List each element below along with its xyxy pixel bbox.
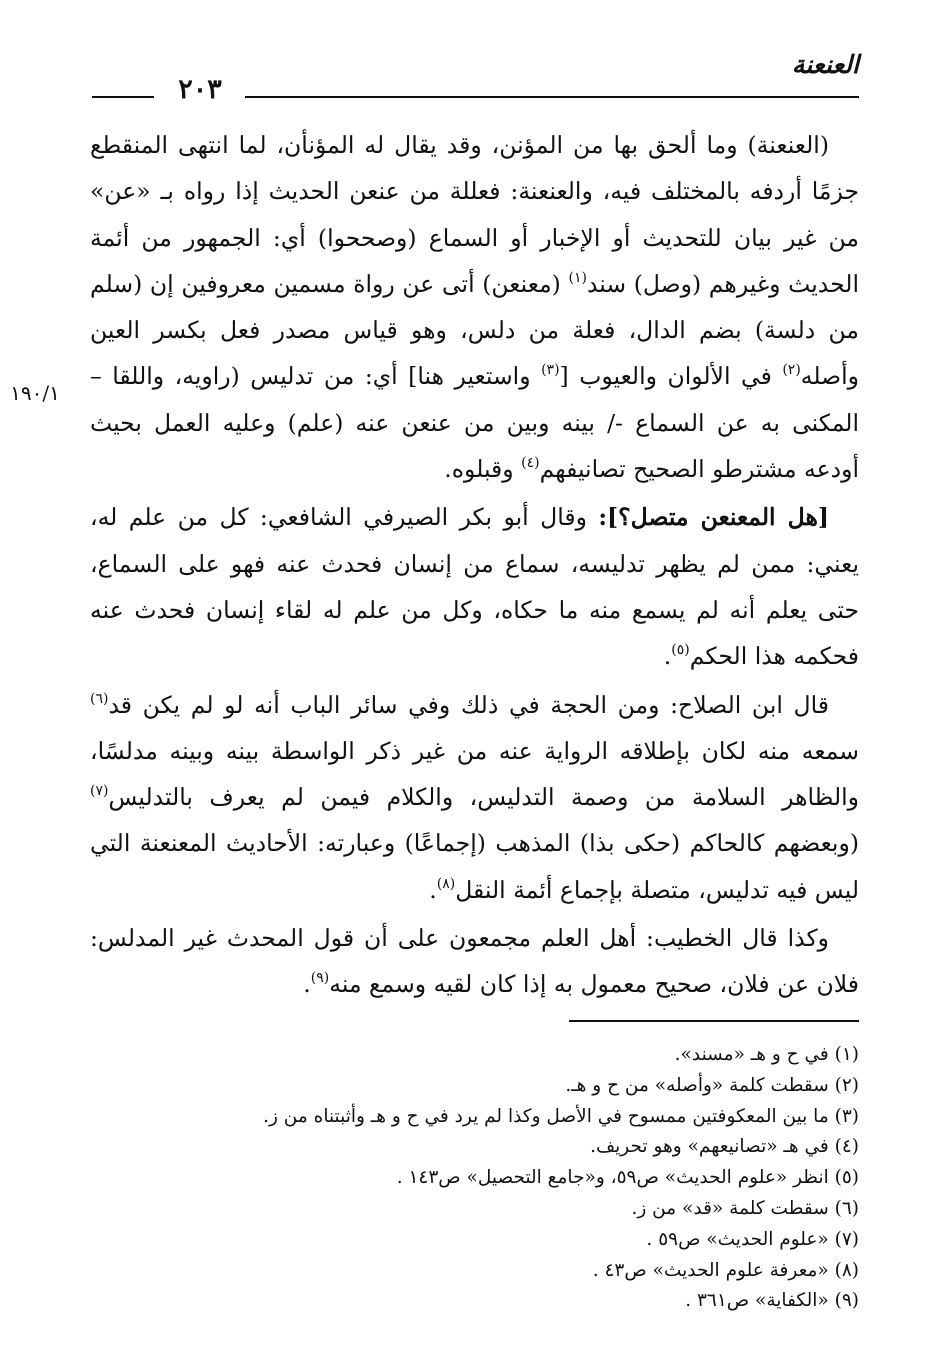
main-text [90, 122, 859, 1008]
paragraph-1 [90, 122, 859, 492]
footnote-item: (٧) «علوم الحديث» ص٥٩ . [646, 1228, 859, 1250]
footnote-ref-1: (١) [568, 269, 587, 286]
footnote-item: (٣) ما بين المعكوفتين ممسوح في الأصل وكذا لم يرد في ح و هـ وأثبتناه من ز. [263, 1105, 859, 1127]
section-heading: [هل المعنعن متصل؟]: [598, 503, 829, 532]
footnote-ref-8: (٨) [436, 875, 456, 892]
footnote-ref-9: (٩) [310, 970, 330, 987]
footnote-item: (٤) في هـ «تصانيعهم» وهو تحريف. [590, 1136, 859, 1158]
paragraph-text: واستعير هنا] أي: من تدليس (راويه، واللقا – المكنى به عن السماع -/ بينه وبين من عنعن عنه (علم) وعليه العمل بحيث أودعه مشترطو الصحيح تصانيفهم [90, 362, 859, 484]
paragraph-text: وكذا قال الخطيب: أهل العلم مجمعون على أن قول المحدث غير المدلس: فلان عن فلان، صحيح معمول به إذا كان لقيه وسمع منه [90, 924, 859, 999]
paragraph-text: سمعه منه لكان بإطلاقه الرواية عنه من غير ذكر الواسطة بينه وبينه مدلسًا، والظاهر السلامة من وصمة التدليس، والكلام فيمن لم يعرف بالتدليس [90, 736, 859, 812]
paragraph-text: . [429, 875, 437, 904]
header-rule-short [92, 96, 154, 98]
footnote-item: (٥) انظر «علوم الحديث» ص٥٩، و«جامع التحصيل» ص١٤٣ . [396, 1167, 859, 1189]
paragraph-3 [90, 682, 859, 913]
footnote-ref-6: (٦) [90, 690, 109, 707]
footnote-separator [569, 1020, 859, 1022]
footnote-item: (٨) «معرفة علوم الحديث» ص٤٣ . [592, 1259, 859, 1281]
paragraph-text: (معنعن) أتى عن رواة مسمين معروفين إن (سلم من دلسة) بضم الدال، فعلة من دلس، وهو قياس مصدر فعل بكسر العين وأصله [90, 269, 860, 391]
paragraph-2 [90, 494, 859, 679]
footnote-item: (٩) «الكفاية» ص٣٦١ . [685, 1290, 859, 1312]
footnote-ref-5: (٥) [671, 642, 690, 659]
paragraph-text: . [663, 642, 672, 671]
footnote-ref-2: (٢) [782, 362, 801, 379]
paragraph-text: وقال أبو بكر الصيرفي الشافعي: كل من علم له، يعني: ممن لم يظهر تدليسه، سماع من إنسان فحدث عنه فهو على السماع، حتى يعلم أنه لم يسمع منه ما حكاه، وكل من علم له لقاء إنسان فحدث عنه فحكمه هذا الحكم [90, 503, 859, 671]
margin-manuscript-reference: ١٩٠/١ [10, 381, 60, 405]
footnote-ref-7: (٧) [90, 783, 109, 800]
header-rule [245, 96, 859, 98]
paragraph-text: (وبعضهم كالحاكم (حكى بذا) المذهب (إجماعًا) وعبارته: الأحاديث المعنعنة التي ليس فيه تدليس، متصلة بإجماع أئمة النقل [90, 829, 859, 904]
footnote-ref-4: (٤) [521, 455, 540, 472]
paragraph-text: (العنعنة) وما ألحق بها من المؤنن، وقد يقال له المؤنأن، لما انتهى المنقطع جزمًا أردفه بالمختلف فيه، والعنعنة: فعللة من عنعن الحديث إذا رواه بـ «عن» من غير بيان للتحديث أو الإخبار أو السماع (وصححوا) أي: الجمهور من أئمة الحديث وغيرهم (وصل) سند [90, 131, 859, 298]
paragraph-4 [90, 915, 859, 1008]
page-number: ٢٠٣ [178, 74, 222, 105]
paragraph-text: في الألوان والعيوب [ [559, 362, 783, 391]
paragraph-text: . [303, 970, 311, 999]
paragraph-text: قال ابن الصلاح: ومن الحجة في ذلك وفي سائر الباب أنه لو لم يكن قد [108, 690, 829, 719]
running-header-title: العنعنة [791, 50, 859, 79]
paragraph-text: وقبلوه. [444, 455, 522, 484]
footnote-item: (١) في ح و هـ «مسند». [674, 1044, 859, 1065]
footnotes-list [100, 1040, 859, 1317]
footnote-item: (٢) سقطت كلمة «وأصله» من ح و هـ. [565, 1074, 859, 1096]
footnote-ref-3: (٣) [541, 362, 560, 379]
footnote-item: (٦) سقطت كلمة «قد» من ز. [631, 1197, 859, 1219]
